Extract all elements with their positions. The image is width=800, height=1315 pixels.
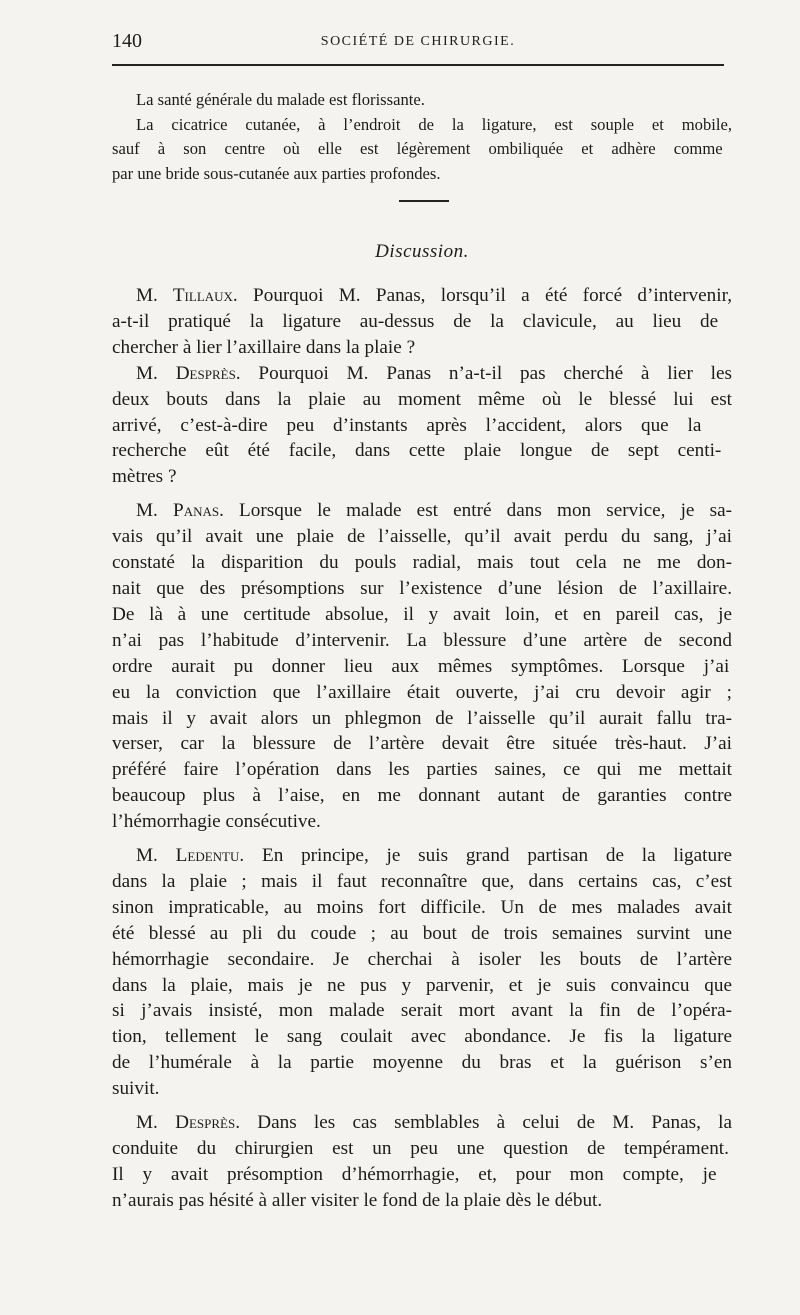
speaker-name: M. Desprès.: [136, 362, 241, 384]
text-line: si j’avais insisté, mon malade serait mort avant la fin de l’opéra-: [112, 1000, 732, 1022]
text-line: préféré faire l’opération dans les parties saines, ce qui me mettait: [112, 759, 732, 781]
speaker-name: M. Panas.: [136, 500, 224, 522]
text-line: constaté la disparition du pouls radial, mais tout cela ne me don-: [112, 552, 732, 574]
text-line: Il y avait présomption d’hémorrhagie, et, pour mon compte, je: [112, 1163, 717, 1185]
text-line: Dans les cas semblables à celui de M. Panas, la: [240, 1112, 733, 1134]
paragraph-despres-1: [112, 361, 732, 491]
text-line: De là à une certitude absolue, il y avait loin, et en pareil cas, je: [112, 603, 732, 625]
paragraph-tillaux: [112, 283, 732, 361]
section-title: Discussion.: [375, 241, 469, 262]
text-line: dans la plaie ; mais il faut reconnaître que, dans certains cas, c’est: [112, 870, 732, 892]
text-line: de l’humérale à la partie moyenne du bras et la guérison s’en: [112, 1052, 732, 1074]
text-line: Lorsque le malade est entré dans mon service, je sa-: [223, 500, 732, 522]
text-line: recherche eût été facile, dans cette plaie longue de sept centi-: [112, 440, 722, 462]
discussion-body: [112, 283, 732, 1214]
text-line: En principe, je suis grand partisan de la ligature: [244, 845, 732, 867]
text-line: été blessé au pli du coude ; au bout de trois semaines survint une: [112, 922, 732, 944]
text-line: vais qu’il avait une plaie de l’aisselle, qu’il avait perdu du sang, j’ai: [112, 526, 732, 548]
running-title: SOCIÉTÉ DE CHIRURGIE.: [320, 34, 516, 49]
page-number: 140: [112, 30, 142, 52]
text-line: arrivé, c’est-à-dire peu d’instants après l’accident, alors que la: [112, 414, 702, 436]
text-line: Pourquoi M. Panas n’a-t-il pas cherché à lier les: [240, 362, 732, 384]
page-header: [112, 30, 724, 56]
paragraph-despres-2: [112, 1110, 732, 1214]
text-line: La cicatrice cutanée, à l’endroit de la ligature, est souple et mobile,: [136, 114, 732, 134]
paragraph-panas: [112, 498, 732, 835]
intro-paragraph-scar: [112, 113, 732, 187]
speaker-name: M. Desprès.: [136, 1112, 240, 1134]
speaker-name: M. Tillaux.: [136, 285, 238, 306]
text-line: conduite du chirurgien est un peu une question de tempérament.: [112, 1138, 729, 1159]
text-line: ordre aurait pu donner lieu aux mêmes symptômes. Lorsque j’ai: [112, 655, 730, 677]
text-line: n’aurais pas hésité à aller visiter le fond de la plaie dès le début.: [112, 1189, 603, 1211]
text-line: chercher à lier l’axillaire dans la plaie ?: [112, 336, 416, 358]
speaker-name: M. Ledentu.: [136, 845, 245, 867]
text-line: suivit.: [112, 1078, 160, 1100]
header-rule: [112, 64, 724, 66]
section-separator: [399, 200, 449, 202]
text-line: l’hémorrhagie consécutive.: [112, 811, 321, 833]
text-line: deux bouts dans la plaie au moment même où le blessé lui est: [112, 388, 732, 410]
text-line: nait que des présomptions sur l’existence d’une lésion de l’axillaire.: [112, 577, 732, 599]
text-line: Pourquoi M. Panas, lorsqu’il a été forcé d’intervenir,: [237, 285, 732, 306]
text-line: n’ai pas l’habitude d’intervenir. La blessure d’une artère de second: [112, 629, 732, 651]
intro-section: [112, 88, 732, 186]
text-line: mais il y avait alors un phlegmon de l’aisselle qu’il aurait fallu tra-: [112, 707, 732, 729]
text-line: hémorrhagie secondaire. Je cherchai à isoler les bouts de l’artère: [112, 948, 732, 970]
text-line: sauf à son centre où elle est légèrement ombiliquée et adhère comme: [112, 139, 723, 158]
text-line: tion, tellement le sang coulait avec abondance. Je fis la ligature: [112, 1026, 732, 1048]
text-line: verser, car la blessure de l’artère devait être située très-haut. J’ai: [112, 733, 732, 755]
text-line: par une bride sous-cutanée aux parties profondes.: [112, 163, 441, 183]
text-line: beaucoup plus à l’aise, en me donnant autant de garanties contre: [112, 785, 732, 807]
paragraph-ledentu: [112, 843, 732, 1102]
intro-paragraph-health: [112, 88, 732, 113]
text-line: eu la conviction que l’axillaire était ouverte, j’ai cru devoir agir ;: [112, 681, 732, 703]
text-line: La santé générale du malade est florissante.: [136, 90, 425, 109]
text-line: a-t-il pratiqué la ligature au-dessus de la clavicule, au lieu de: [112, 310, 719, 332]
text-line: sinon impraticable, au moins fort difficile. Un de mes malades avait: [112, 896, 732, 918]
text-line: dans la plaie, mais je ne pus y parvenir, et je suis convaincu que: [112, 974, 732, 996]
text-line: mètres ?: [112, 466, 177, 488]
